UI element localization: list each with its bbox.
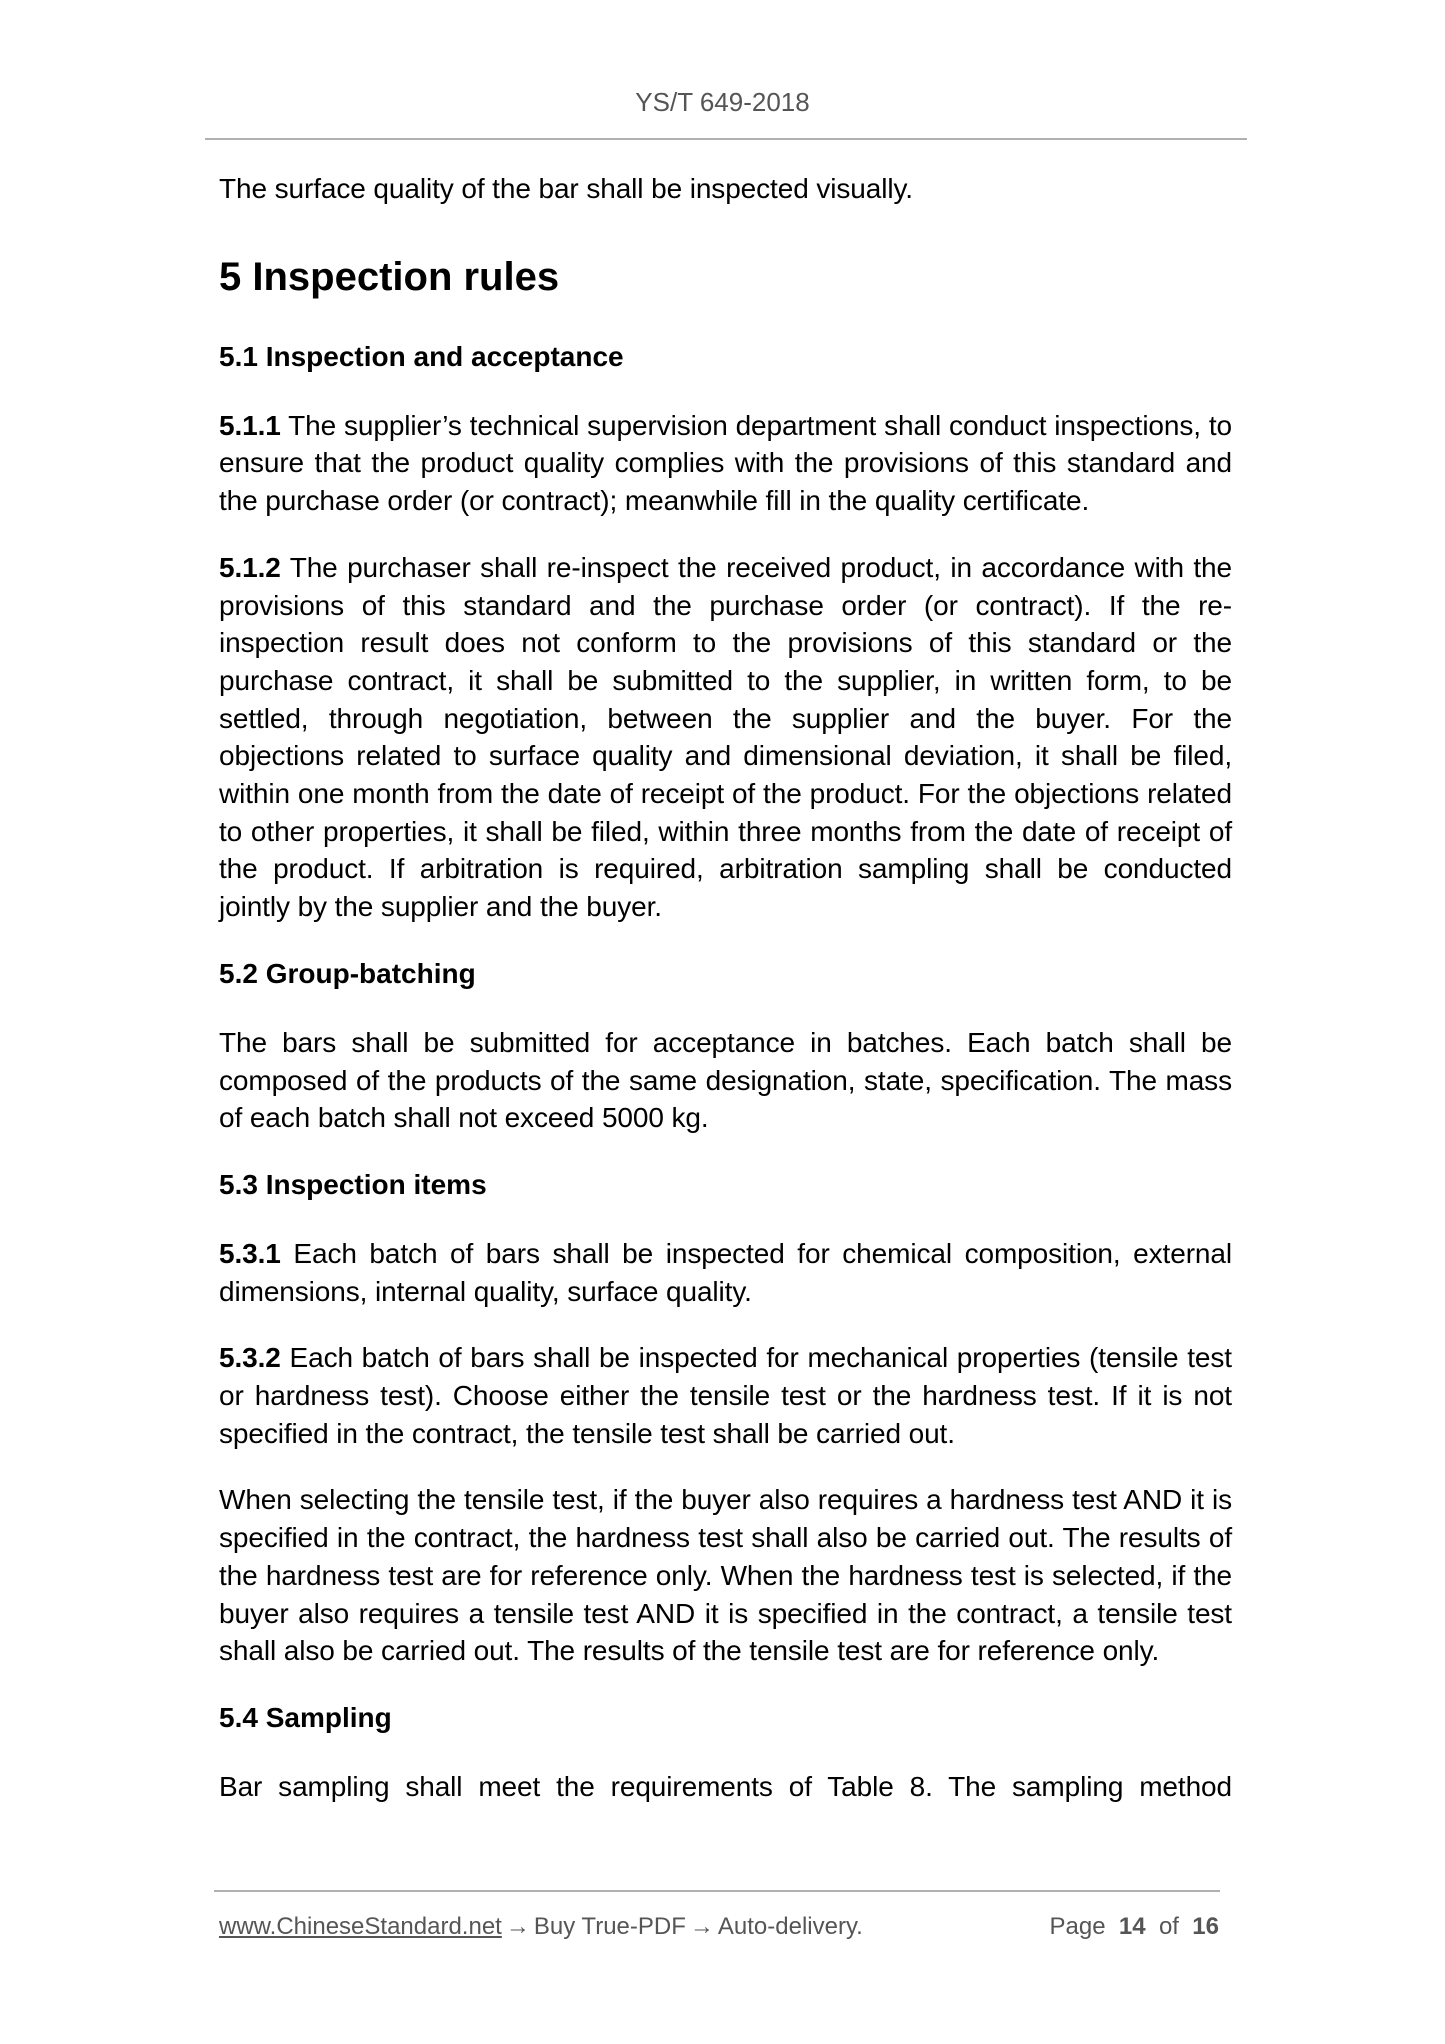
of-label: of — [1158, 1913, 1179, 1940]
arrow-right-icon: → — [505, 1913, 530, 1940]
page-content — [219, 170, 1232, 1806]
clause-5-1-2 — [219, 549, 1232, 926]
footer-promo — [219, 1912, 863, 1942]
section-5-4-text: Bar sampling shall meet the requirements of Table 8. The sampling method — [219, 1770, 1232, 1802]
section-5-title: 5 Inspection rules — [219, 254, 560, 299]
clause-text: The supplier’s technical supervision department shall conduct inspections, to ensure that the product quality complies with the provisions of this standard and the purchase order (or contract); meanwhile fill in the quality certificate. — [219, 409, 1232, 517]
section-5-1-title: 5.1 Inspection and acceptance — [219, 340, 624, 372]
clause-5-3-2-note: When selecting the tensile test, if the buyer also requires a hardness test AND it is specified in the contract, the hardness test shall also be carried out. The results of the hardness test are for reference only. When the hardness test is selected, if the buyer also requires a tensile test AND it is specified in the contract, a tensile test shall also be carried out. The results of the tensile test are for reference only. — [219, 1484, 1232, 1667]
page-footer — [219, 1912, 1219, 1944]
clause-5-1-1 — [219, 407, 1232, 520]
intro-paragraph: The surface quality of the bar shall be inspected visually. — [219, 173, 913, 204]
page-label: Page — [1049, 1913, 1106, 1940]
section-5-3-title: 5.3 Inspection items — [219, 1168, 487, 1200]
arrow-right-icon: → — [689, 1913, 714, 1940]
clause-number: 5.3.2 — [219, 1342, 281, 1374]
section-5-2-text: The bars shall be submitted for acceptance in batches. Each batch shall be composed of the products of the same designation, state, specification. The mass of each batch shall not exceed 5000 kg. — [219, 1026, 1232, 1134]
section-5-2-title: 5.2 Group-batching — [219, 957, 476, 989]
clause-text: Each batch of bars shall be inspected for mechanical properties (tensile test or hardness test). Choose either the tensile test or the hardness test. If it is not specified in the contract, the tensile test shall be carried out. — [219, 1342, 1232, 1449]
total-pages: 16 — [1192, 1913, 1219, 1940]
section-5-4-title: 5.4 Sampling — [219, 1701, 392, 1733]
document-code-header: YS/T 649-2018 — [635, 87, 810, 117]
clause-5-3-1 — [219, 1235, 1232, 1310]
clause-text: Each batch of bars shall be inspected for chemical composition, external dimensions, internal quality, surface quality. — [219, 1237, 1232, 1307]
footer-divider — [214, 1890, 1220, 1892]
clause-number: 5.3.1 — [219, 1237, 281, 1269]
clause-text: The purchaser shall re-inspect the received product, in accordance with the provisions of this standard and the purchase order (or contract). If the re-inspection result does not conform to the provisions of this standard or the purchase contract, it shall be submitted to the supplier, in written form, to be settled, through negotiation, between the supplier and the buyer. For the objections related to surface quality and dimensional deviation, it shall be filed, within one month from the date of receipt of the product. For the objections related to other properties, it shall be filed, within three months from the date of receipt of the product. If arbitration is required, arbitration sampling shall be conducted jointly by the supplier and the buyer. — [219, 551, 1232, 923]
clause-number: 5.1.2 — [219, 551, 281, 583]
current-page: 14 — [1118, 1913, 1146, 1940]
header-divider — [205, 138, 1247, 140]
footer-step-buy: Buy True-PDF — [533, 1913, 686, 1940]
clause-number: 5.1.1 — [219, 409, 281, 441]
page-number — [1049, 1912, 1219, 1942]
clause-5-3-2 — [219, 1339, 1232, 1452]
website-link[interactable]: www.ChineseStandard.net — [219, 1913, 502, 1940]
footer-step-delivery: Auto-delivery. — [717, 1913, 863, 1940]
